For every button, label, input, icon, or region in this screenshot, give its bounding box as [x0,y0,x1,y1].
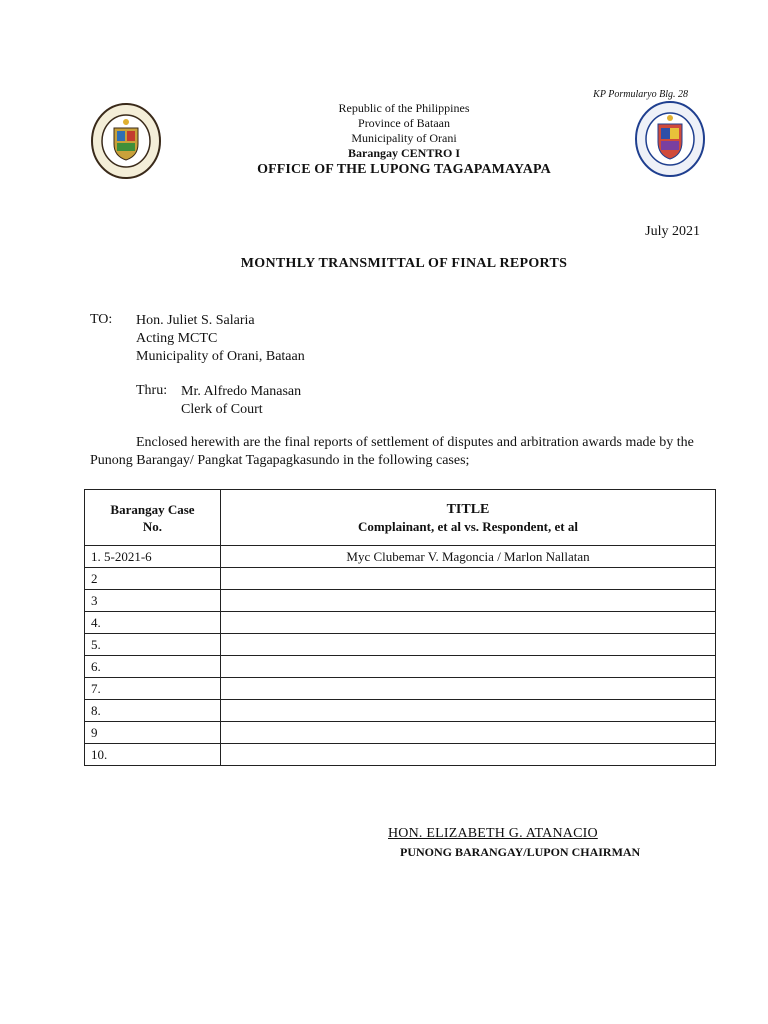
case-number-cell: 7. [85,678,221,700]
thru-label: Thru: [136,383,168,398]
recipient-block [136,312,305,366]
case-title-cell [221,678,716,700]
case-number-cell: 4. [85,612,221,634]
municipal-seal-icon [634,100,706,178]
header-line-barangay: Barangay CENTRO I [347,146,460,160]
table-row [85,700,716,722]
case-title-cell [221,700,716,722]
signatory-title: PUNONG BARANGAY/LUPON CHAIRMAN [400,845,641,859]
to-label: TO: [90,312,113,327]
table-row [85,634,716,656]
office-name: OFFICE OF THE LUPONG TAGAPAMAYAPA [257,162,551,177]
table-row [85,678,716,700]
case-number-cell: 5. [85,634,221,656]
thru-name: Mr. Alfredo Manasan [181,384,302,399]
form-reference: KP Pormularyo Blg. 28 [593,89,688,100]
signatory-name: HON. ELIZABETH G. ATANACIO [388,826,598,841]
case-title-cell [221,612,716,634]
case-title-cell [221,656,716,678]
recipient-name: Hon. Juliet S. Salaria [136,313,255,328]
case-title-cell [221,744,716,766]
table-row [85,612,716,634]
barangay-seal-icon [90,102,162,180]
cases-table [84,489,716,766]
body-paragraph: Enclosed herewith are the final reports of settlement of disputes and arbitration awards made by the Punong Barangay/ Pangkat Tagapagkasundo in the following cases; [90,435,694,468]
document-date: July 2021 [645,224,700,239]
letterhead [230,101,578,179]
case-title-cell [221,634,716,656]
header-line-country: Republic of the Philippines [338,101,470,115]
case-number-header: Barangay Case No. [85,490,221,546]
recipient-location: Municipality of Orani, Bataan [136,349,305,364]
table-row [85,568,716,590]
case-number-cell: 10. [85,744,221,766]
case-title-cell [221,568,716,590]
header-line-municipality: Municipality of Orani [351,131,457,145]
case-number-cell: 9 [85,722,221,744]
header-line-province: Province of Bataan [358,116,450,130]
case-number-cell: 1. 5-2021-6 [85,546,221,568]
document-title: MONTHLY TRANSMITTAL OF FINAL REPORTS [240,256,568,271]
table-row [85,590,716,612]
table-row [85,546,716,568]
case-title-cell: Myc Clubemar V. Magoncia / Marlon Nallatan [221,546,716,568]
case-number-cell: 3 [85,590,221,612]
table-header-row [85,490,716,546]
case-number-cell: 2 [85,568,221,590]
recipient-position: Acting MCTC [136,331,218,346]
case-number-cell: 8. [85,700,221,722]
title-header: TITLE Complainant, et al vs. Respondent, et al [221,490,716,546]
thru-position: Clerk of Court [181,402,263,417]
case-title-cell [221,590,716,612]
thru-block [181,383,301,419]
table-row [85,722,716,744]
table-row [85,744,716,766]
table-row [85,656,716,678]
case-number-cell: 6. [85,656,221,678]
case-title-cell [221,722,716,744]
